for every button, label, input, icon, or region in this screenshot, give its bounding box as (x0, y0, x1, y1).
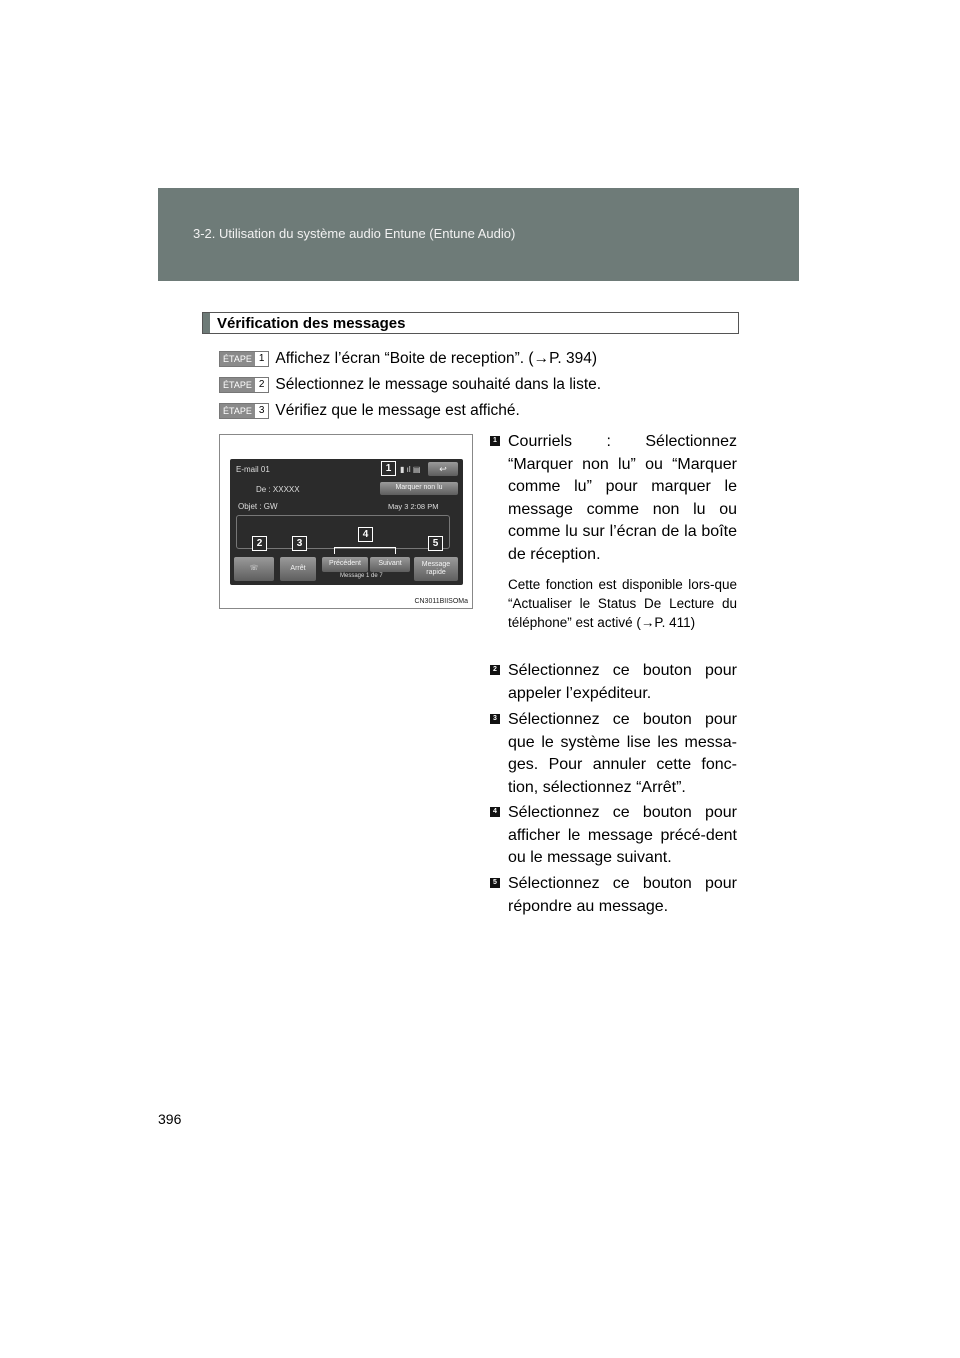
signal-icon: ▮ ıl ▤ (400, 465, 421, 474)
call-sender-button[interactable]: ☏ (234, 557, 274, 581)
step-text: Sélectionnez le message souhaité dans la liste. (275, 376, 602, 393)
item-number-marker: 4 (490, 807, 500, 817)
callout-4-bracket (334, 547, 396, 554)
callout-3: 3 (292, 536, 307, 551)
image-code: CN3011BIISOMa (414, 598, 468, 605)
callout-4: 4 (358, 527, 373, 542)
list-item (490, 709, 737, 799)
section-title: Vérification des messages (217, 315, 406, 332)
list-item (490, 431, 737, 566)
mark-unread-button[interactable]: Marquer non lu (380, 482, 458, 495)
item-text: Sélectionnez ce bouton pour appeler l’expéditeur. (508, 662, 737, 702)
item-number-marker: 5 (490, 878, 500, 888)
section-accent (203, 313, 210, 333)
item-text: Sélectionnez ce bouton pour afficher le message précé-dent ou le message suivant. (508, 804, 737, 866)
message-date: May 3 2:08 PM (388, 502, 439, 511)
breadcrumb: 3-2. Utilisation du système audio Entune (Entune Audio) (193, 226, 516, 241)
note-text: Cette fonction est disponible lors-que “Actualiser le Status De Lecture du téléphone” est activé (→P. 411) (508, 577, 737, 630)
step-1 (219, 350, 597, 368)
item-number-marker: 3 (490, 714, 500, 724)
callout-5: 5 (428, 536, 443, 551)
step-badge: ÉTAPE 2 (219, 377, 269, 393)
next-button[interactable]: Suivant (370, 557, 410, 572)
callout-1: 1 (381, 461, 396, 476)
callout-2: 2 (252, 536, 267, 551)
subject-field: Objet : GW (238, 502, 278, 511)
item-number-marker: 2 (490, 665, 500, 675)
item-text: Sélectionnez ce bouton pour répondre au message. (508, 875, 737, 915)
stop-button[interactable]: Arrêt (280, 557, 316, 581)
step-text: Affichez l’écran “Boite de reception”. (→P. 394) (275, 350, 598, 367)
item-number-marker: 1 (490, 436, 500, 446)
email-screen (230, 459, 463, 585)
step-badge: ÉTAPE 1 (219, 351, 269, 367)
step-text: Vérifiez que le message est affiché. (275, 402, 520, 419)
step-2 (219, 376, 601, 394)
quick-message-button[interactable]: Message rapide (414, 557, 458, 581)
section-heading (202, 312, 739, 334)
page-number: 396 (158, 1111, 182, 1127)
list-item (490, 873, 737, 918)
item-text: Courriels : Sélectionnez “Marquer non lu” ou “Marquer comme lu” pour marquer le message comme non lu ou comme lu sur l’écran de la boîte de réception. (508, 433, 737, 563)
back-button[interactable]: ↩ (428, 462, 458, 476)
previous-button[interactable]: Précédent (322, 557, 368, 572)
step-badge: ÉTAPE 3 (219, 403, 269, 419)
item-text: Sélectionnez ce bouton pour que le système lise les messa-ges. Pour annuler cette fonc-tion, sélectionnez “Arrêt”. (508, 711, 737, 796)
message-counter: Message 1 de 7 (340, 573, 383, 579)
sender-field: De : XXXXX (256, 485, 300, 494)
message-body (236, 515, 450, 549)
email-title: E-mail 01 (236, 465, 270, 474)
step-3 (219, 402, 520, 420)
screen-illustration (219, 434, 473, 609)
list-item (490, 660, 737, 705)
list-item (490, 802, 737, 870)
